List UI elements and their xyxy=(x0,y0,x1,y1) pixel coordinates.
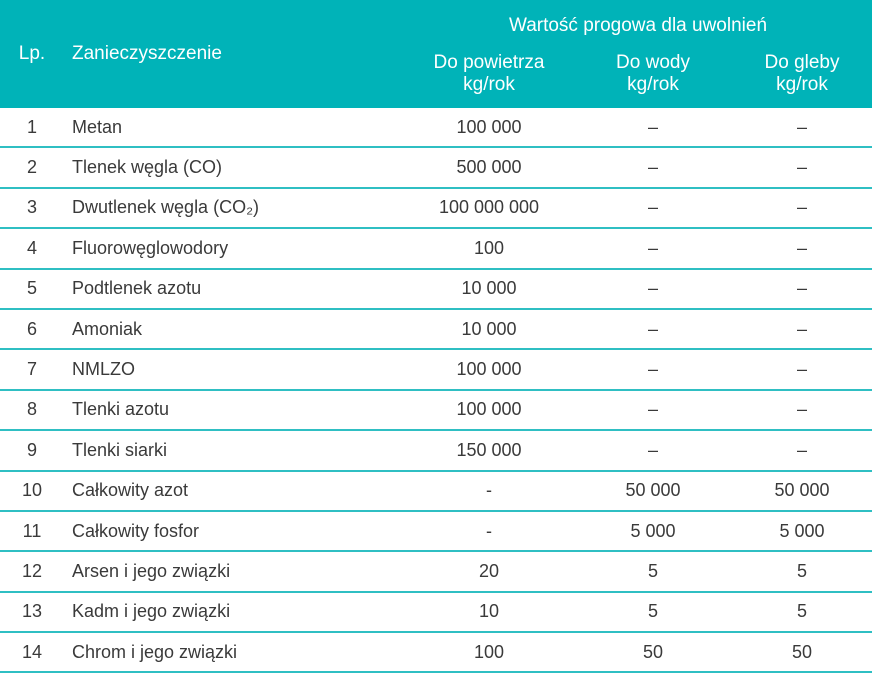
row-air-value: 10 000 xyxy=(404,309,574,349)
row-lp: 14 xyxy=(0,632,64,672)
header-water xyxy=(574,52,732,108)
header-water-unit: kg/rok xyxy=(627,74,679,95)
header-air-unit: kg/rok xyxy=(463,74,515,95)
row-pollutant: Metan xyxy=(64,108,404,147)
table-row xyxy=(0,349,872,389)
row-water-value: 5 xyxy=(574,551,732,591)
header-threshold-group: Wartość progowa dla uwolnień xyxy=(404,0,872,52)
row-air-value: 20 xyxy=(404,551,574,591)
row-pollutant: Amoniak xyxy=(64,309,404,349)
row-pollutant: Podtlenek azotu xyxy=(64,269,404,309)
header-soil-unit: kg/rok xyxy=(776,74,828,95)
row-lp: 3 xyxy=(0,188,64,228)
row-lp: 6 xyxy=(0,309,64,349)
row-water-value: – xyxy=(574,228,732,268)
row-pollutant: Tlenki siarki xyxy=(64,430,404,470)
header-pollutant: Zanieczyszczenie xyxy=(64,0,404,108)
table-row xyxy=(0,592,872,632)
row-lp: 8 xyxy=(0,390,64,430)
table-row xyxy=(0,430,872,470)
row-air-value: - xyxy=(404,511,574,551)
row-pollutant: Całkowity fosfor xyxy=(64,511,404,551)
table-row xyxy=(0,511,872,551)
header-soil xyxy=(732,52,872,108)
row-soil-value: – xyxy=(732,188,872,228)
row-air-value: 100 xyxy=(404,632,574,672)
header-air xyxy=(404,52,574,108)
table-row xyxy=(0,188,872,228)
row-pollutant: Dwutlenek węgla (CO₂) xyxy=(64,188,404,228)
row-pollutant: Arsen i jego związki xyxy=(64,551,404,591)
row-air-value: 10 000 xyxy=(404,269,574,309)
row-lp: 12 xyxy=(0,551,64,591)
header-soil-label: Do gleby xyxy=(764,52,840,73)
row-air-value: 100 000 xyxy=(404,390,574,430)
row-water-value: – xyxy=(574,430,732,470)
row-air-value: - xyxy=(404,471,574,511)
row-air-value: 500 000 xyxy=(404,147,574,187)
row-water-value: – xyxy=(574,309,732,349)
row-soil-value: – xyxy=(732,430,872,470)
row-water-value: – xyxy=(574,349,732,389)
table-row xyxy=(0,309,872,349)
row-water-value: 5 xyxy=(574,592,732,632)
row-air-value: 150 000 xyxy=(404,430,574,470)
table-row xyxy=(0,228,872,268)
row-lp: 5 xyxy=(0,269,64,309)
row-water-value: 5 000 xyxy=(574,511,732,551)
row-air-value: 100 000 xyxy=(404,349,574,389)
row-soil-value: 5 000 xyxy=(732,511,872,551)
row-soil-value: – xyxy=(732,228,872,268)
row-pollutant: NMLZO xyxy=(64,349,404,389)
row-soil-value: – xyxy=(732,390,872,430)
table-row xyxy=(0,471,872,511)
row-soil-value: 50 000 xyxy=(732,471,872,511)
table-row xyxy=(0,269,872,309)
row-soil-value: 5 xyxy=(732,592,872,632)
row-soil-value: – xyxy=(732,309,872,349)
row-lp: 7 xyxy=(0,349,64,389)
table-header xyxy=(0,0,872,108)
row-lp: 4 xyxy=(0,228,64,268)
row-pollutant: Kadm i jego związki xyxy=(64,592,404,632)
row-lp: 10 xyxy=(0,471,64,511)
row-air-value: 100 000 000 xyxy=(404,188,574,228)
header-lp: Lp. xyxy=(0,0,64,108)
table-body xyxy=(0,108,872,672)
row-soil-value: – xyxy=(732,147,872,187)
row-water-value: 50 xyxy=(574,632,732,672)
row-water-value: 50 000 xyxy=(574,471,732,511)
row-soil-value: 50 xyxy=(732,632,872,672)
row-soil-value: 5 xyxy=(732,551,872,591)
row-air-value: 100 xyxy=(404,228,574,268)
row-air-value: 100 000 xyxy=(404,108,574,147)
table-row xyxy=(0,108,872,147)
header-air-label: Do powietrza xyxy=(433,52,545,73)
row-water-value: – xyxy=(574,108,732,147)
row-pollutant: Chrom i jego związki xyxy=(64,632,404,672)
row-lp: 11 xyxy=(0,511,64,551)
table-row xyxy=(0,632,872,672)
row-lp: 13 xyxy=(0,592,64,632)
row-water-value: – xyxy=(574,390,732,430)
row-pollutant: Fluorowęglowodory xyxy=(64,228,404,268)
row-lp: 1 xyxy=(0,108,64,147)
table-row xyxy=(0,551,872,591)
row-lp: 9 xyxy=(0,430,64,470)
row-pollutant: Tlenek węgla (CO) xyxy=(64,147,404,187)
row-soil-value: – xyxy=(732,108,872,147)
header-water-label: Do wody xyxy=(616,52,690,73)
row-water-value: – xyxy=(574,188,732,228)
table-row xyxy=(0,147,872,187)
row-water-value: – xyxy=(574,269,732,309)
row-lp: 2 xyxy=(0,147,64,187)
row-pollutant: Tlenki azotu xyxy=(64,390,404,430)
table-row xyxy=(0,390,872,430)
row-air-value: 10 xyxy=(404,592,574,632)
row-soil-value: – xyxy=(732,269,872,309)
row-soil-value: – xyxy=(732,349,872,389)
row-pollutant: Całkowity azot xyxy=(64,471,404,511)
row-water-value: – xyxy=(574,147,732,187)
